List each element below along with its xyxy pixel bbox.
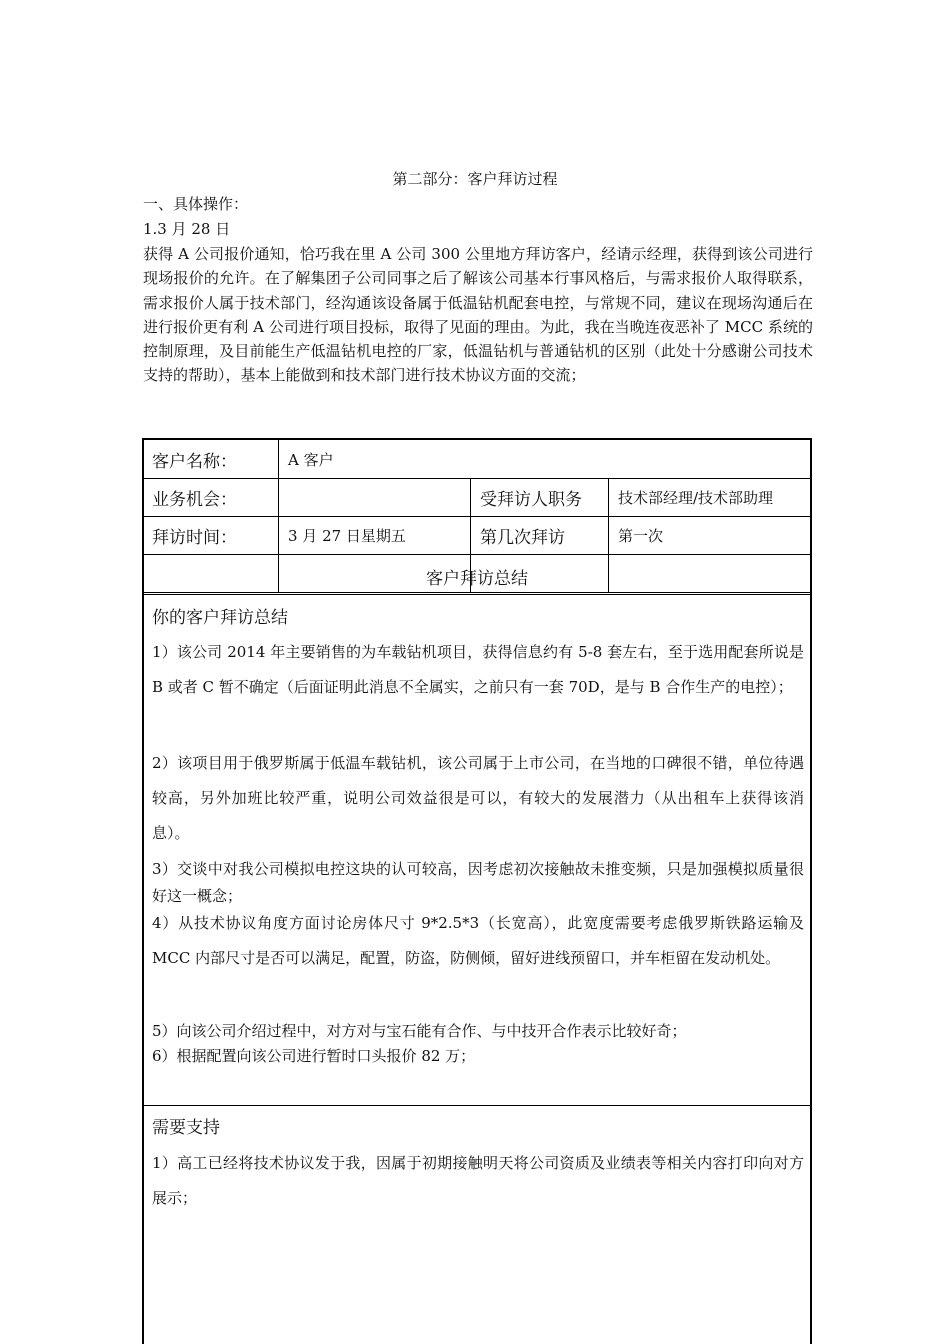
summary-item: 2）该项目用于俄罗斯属于低温车载钻机，该公司属于上市公司，在当地的口碑很不错，单位待遇较高，另外加班比较严重，说明公司效益很是可以，有较大的发展潜力（从出租车上获得该消息）。: [152, 754, 804, 842]
date-line: 1.3 月 28 日: [143, 220, 231, 238]
row-divider: [142, 594, 812, 595]
your-summary-heading: 你的客户拜访总结: [152, 608, 288, 628]
business-opportunity-label: 业务机会：: [152, 490, 237, 510]
visit-count-label: 第几次拜访: [480, 528, 565, 548]
table-border-top: [142, 438, 812, 440]
visit-time-label: 拜访时间：: [152, 528, 237, 548]
intro-paragraph: [143, 242, 813, 388]
support-item: 1）高工已经将技术协议发于我，因属于初期接触明天将公司资质及业绩表等相关内容打印向对方展示；: [152, 1154, 804, 1207]
summary-item: 5）向该公司介绍过程中，对方对与宝石能有合作、与中技开合作表示比较好奇；: [152, 1022, 687, 1040]
row-divider: [142, 1105, 812, 1106]
visit-time-value: 3 月 27 日星期五: [288, 527, 406, 545]
page-title: 第二部分：客户拜访过程: [392, 170, 558, 188]
customer-name-label: 客户名称：: [152, 451, 237, 472]
visit-table: [142, 438, 812, 1344]
visitee-role-value: 技术部经理/技术部助理: [618, 489, 774, 507]
row-divider: [142, 592, 812, 593]
summary-title: 客户拜访总结: [426, 569, 528, 589]
intro-paragraph-text: 获得 A 公司报价通知，恰巧我在里 A 公司 300 公里地方拜访客户，经请示经理，获得到该公司进行现场报价的允许。在了解集团子公司同事之后了解该公司基本行事风格后，与需求报价人取得联系，需求报价人属于技术部门，经沟通该设备属于低温钻机配套电控，与常规不同，建议在现场沟通后在进行报价更有利 A 公司进行项目投标，取得了见面的理由。为此，我在当晚连夜恶补了 MCC 系统的控制原理，及目前能生产低温钻机电控的厂家，低温钻机与普通钻机的区别（此处十分感谢公司技术支持的帮助），基本上能做到和技术部门进行技术协议方面的交流；: [143, 245, 813, 385]
summary-item: 4）从技术协议角度方面讨论房体尺寸 9*2.5*3（长宽高），此宽度需要考虑俄罗斯铁路运输及 MCC 内部尺寸是否可以满足，配置，防盗，防侧倾，留好进线预留口，并车柜留在发动机处。: [152, 914, 804, 967]
support-heading: 需要支持: [152, 1118, 220, 1138]
summary-item: 3）交谈中对我公司模拟电控这块的认可较高，因考虑初次接触故未推变频，只是加强模拟质量很好这一概念；: [152, 860, 804, 905]
summary-item: 6）根据配置向该公司进行暂时口头报价 82 万；: [152, 1047, 476, 1065]
visitee-role-label: 受拜访人职务: [480, 490, 582, 510]
row-divider: [142, 516, 812, 517]
visit-count-value: 第一次: [618, 527, 664, 545]
section-heading: 一、具体操作：: [143, 195, 249, 213]
summary-item: 1）该公司 2014 年主要销售的为车载钻机项目，获得信息约有 5-8 套左右，至于选用配套所说是 B 或者 C 暂不确定（后面证明此消息不全属实，之前只有一套 70D，是与 B 合作生产的电控）；: [152, 643, 804, 696]
row-divider: [142, 554, 812, 555]
customer-name-value: A 客户: [288, 450, 334, 469]
